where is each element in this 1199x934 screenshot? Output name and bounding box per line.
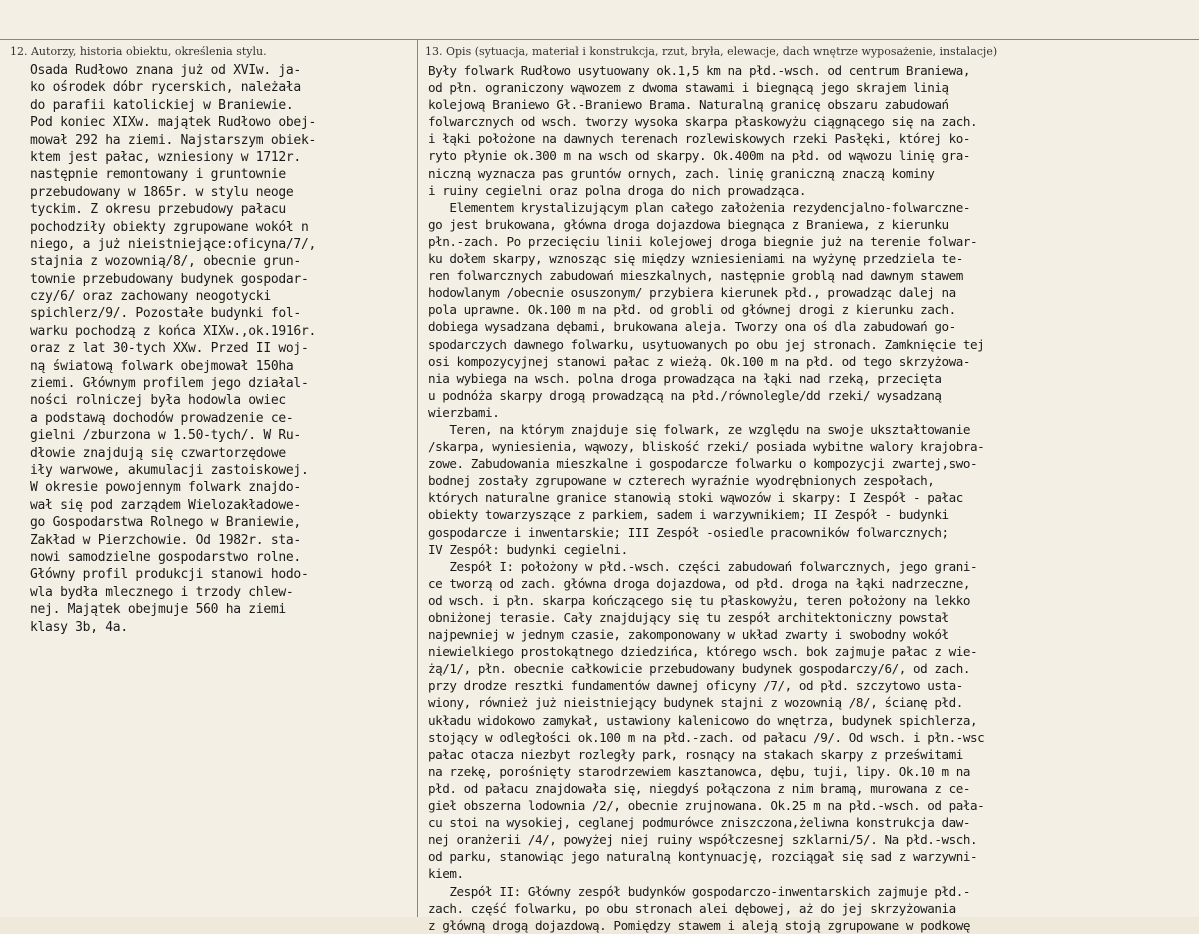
description-text-line: Teren, na którym znajduje się folwark, ze względu na swoje ukształtowanie bbox=[428, 421, 971, 437]
history-text-line: iły warwowe, akumulacji zastoiskowej. bbox=[30, 462, 309, 478]
history-text-line: ziemi. Głównym profilem jego działal- bbox=[30, 376, 309, 392]
description-text-line: których naturalne granice stanowią stoki wąwozów i skarpy: I Zespół - pałac bbox=[428, 490, 963, 506]
section-13-header: 13. Opis (sytuacja, materiał i konstrukcja, rzut, bryła, elewacje, dach wnętrze wyposażenie, instalacje) bbox=[425, 45, 998, 58]
description-text-line: gieł obszerna lodownia /2/, obecnie zrujnowana. Ok.25 m na płd.-wsch. od pała- bbox=[428, 798, 985, 814]
description-text-line: ce tworzą od zach. główna droga dojazdowa, od płd. droga na łąki nadrzeczne, bbox=[428, 575, 971, 591]
description-text-line: bodnej zostały zgrupowane w czterech wyraźnie wyodrębnionych zespołach, bbox=[428, 473, 935, 489]
description-text-line: od wsch. i płn. skarpa kończącego się tu płaskowyżu, teren położony na lekko bbox=[428, 592, 971, 608]
history-text-line: wla bydła mlecznego i trzody chlew- bbox=[30, 584, 294, 600]
description-text-line: ren folwarcznych zabudowań mieszkalnych, następnie groblą nad dawnym stawem bbox=[428, 268, 963, 284]
description-text-line: zowe. Zabudowania mieszkalne i gospodarcze folwarku o kompozycji zwartej,swo- bbox=[428, 456, 978, 472]
description-text-line: kiem. bbox=[428, 866, 464, 882]
description-text-line: u podnóża skarpy drogą prowadzącą na płd./równolegle/dd rzeki/ wysadzaną bbox=[428, 387, 942, 403]
description-text-line: od parku, stanowiąc jego naturalną kontynuację, rozciągał się sad z warzywni- bbox=[428, 849, 978, 865]
description-text-line: układu widokowo zamykał, ustawiony kalenicowo do wnętrza, budynek spichlerza, bbox=[428, 712, 978, 728]
history-text-line: spichlerz/9/. Pozostałe budynki fol- bbox=[30, 306, 301, 322]
history-text-line: nej. Majątek obejmuje 560 ha ziemi bbox=[30, 602, 286, 618]
description-text-line: płd. od pałacu znajdowała się, niegdyś połączona z nim bramą, murowana z ce- bbox=[428, 780, 971, 796]
history-text-line: oraz z lat 30-tych XXw. Przed II woj- bbox=[30, 341, 309, 357]
description-text-line: na rzekę, porośnięty starodrzewiem kasztanowca, dębu, tuji, lipy. Ok.10 m na bbox=[428, 763, 971, 779]
history-text-line: Zakład w Pierzchowie. Od 1982r. sta- bbox=[30, 532, 301, 548]
description-text-line: /skarpa, wyniesienia, wąwozy, bliskość rzeki/ posiada wybitne walory krajobra- bbox=[428, 439, 985, 455]
history-text-line: Pod koniec XIXw. majątek Rudłowo obej- bbox=[30, 115, 317, 131]
description-text-line: zach. część folwarku, po obu stronach alei dębowej, aż do jej skrzyżowania bbox=[428, 900, 956, 916]
history-text-line: pochodziły obiekty zgrupowane wokół n bbox=[30, 219, 309, 235]
description-text-line: wierzbami. bbox=[428, 404, 500, 420]
history-text-line: townie przebudowany budynek gospodar- bbox=[30, 271, 309, 287]
history-text-line: warku pochodzą z końca XIXw.,ok.1916r. bbox=[30, 323, 317, 339]
history-text-line: ną światową folwark obejmował 150ha bbox=[30, 358, 294, 374]
description-text-line: płn.-zach. Po przecięciu linii kolejowej droga biegnie już na terenie folwar- bbox=[428, 233, 978, 249]
description-text-line: Zespół I: położony w płd.-wsch. części zabudowań folwarcznych, jego grani- bbox=[428, 558, 978, 574]
description-text-line: od płn. ograniczony wąwozem z dwoma stawami i biegnącą jego skrajem linią bbox=[428, 80, 949, 96]
description-text-line: niewielkiego prostokątnego dziedzińca, którego wsch. bok zajmuje pałac z wie- bbox=[428, 644, 978, 660]
history-text-line: następnie remontowany i gruntownie bbox=[30, 167, 286, 183]
description-text-line: niczną wyznacza pas gruntów ornych, zach. linię graniczną znaczą kominy bbox=[428, 165, 935, 181]
description-text-line: obiekty towarzyszące z parkiem, sadem i warzywnikiem; II Zespół - budynki bbox=[428, 507, 949, 523]
description-text-line: hodowlanym /obecnie osuszonym/ przybiera kierunek płd., prowadząc dalej na bbox=[428, 285, 956, 301]
description-text-line: go jest brukowana, główna droga dojazdowa biegnąca z Braniewa, z kierunku bbox=[428, 216, 949, 232]
column-divider bbox=[417, 39, 418, 917]
header-divider bbox=[0, 39, 1199, 40]
description-text-column bbox=[428, 62, 1198, 934]
history-text-line: Osada Rudłowo znana już od XVIw. ja- bbox=[30, 63, 301, 78]
history-text-line: go Gospodarstwa Rolnego w Braniewie, bbox=[30, 515, 301, 531]
history-text-column bbox=[30, 62, 415, 636]
description-text-line: pola uprawne. Ok.100 m na płd. od grobli od głównej drogi z kierunku zach. bbox=[428, 302, 956, 318]
description-text-line: dobiega wysadzana dębami, brukowana aleja. Tworzy ona oś dla zabudowań go- bbox=[428, 319, 956, 335]
history-text-line: nowi samodzielne gospodarstwo rolne. bbox=[30, 549, 301, 565]
description-text-line: folwarcznych od wsch. tworzy wysoka skarpa płaskowyżu ciągnącego się na zach. bbox=[428, 114, 978, 130]
description-text-line: nia wybiega na wsch. polna droga prowadząca na łąki nad rzeką, przecięta bbox=[428, 370, 942, 386]
description-text-line: obniżonej terasie. Cały znajdujący się tu zespół architektoniczny powstał bbox=[428, 610, 949, 625]
description-text-line: gospodarcze i inwentarskie; III Zespół -osiedle pracowników folwarcznych; bbox=[428, 524, 949, 540]
description-text-line: i łąki położone na dawnych terenach rozlewiskowych rzeki Pasłęki, której ko- bbox=[428, 131, 971, 147]
history-text-line: ktem jest pałac, wzniesiony w 1712r. bbox=[30, 149, 301, 165]
description-text-line: cu stoi na wysokiej, ceglanej podmurówce zniszczona,żeliwna konstrukcja daw- bbox=[428, 815, 971, 831]
description-text-line: z główną drogą dojazdową. Pomiędzy stawem i aleją stoją zgrupowane w podkowę bbox=[428, 917, 971, 933]
history-text-line: a podstawą dochodów prowadzenie ce- bbox=[30, 410, 294, 426]
description-text-line: Były folwark Rudłowo usytuowany ok.1,5 km na płd.-wsch. od centrum Braniewa, bbox=[428, 63, 971, 78]
description-text-line: i ruiny cegielni oraz polna droga do nich prowadząca. bbox=[428, 182, 807, 198]
history-text-line: czy/6/ oraz zachowany neogotycki bbox=[30, 289, 271, 305]
section-12-header: 12. Autorzy, historia obiektu, określenia stylu. bbox=[10, 45, 267, 58]
history-text-line: klasy 3b, 4a. bbox=[30, 619, 128, 635]
description-text-line: ryto płynie ok.300 m na wsch od skarpy. Ok.400m na płd. od wąwozu linię gra- bbox=[428, 148, 971, 164]
history-text-line: ności rolniczej była hodowla owiec bbox=[30, 393, 286, 409]
description-text-line: IV Zespół: budynki cegielni. bbox=[428, 541, 628, 557]
description-text-line: pałac otacza niezbyt rozległy park, rosnący na stakach skarpy z prześwitami bbox=[428, 746, 963, 762]
history-text-line: niego, a już nieistniejące:oficyna/7/, bbox=[30, 236, 317, 252]
description-text-line: kolejową Braniewo Gł.-Braniewo Brama. Naturalną granicę obszaru zabudowań bbox=[428, 97, 949, 113]
history-text-line: ko ośrodek dóbr rycerskich, należała bbox=[30, 80, 301, 96]
description-text-line: Elementem krystalizującym plan całego założenia rezydencjalno-folwarczne- bbox=[428, 199, 971, 215]
description-text-line: spodarczych dawnego folwarku, usytuowanych po obu jej stronach. Zamknięcie tej bbox=[428, 336, 985, 352]
history-text-line: gielni /zburzona w 1.50-tych/. W Ru- bbox=[30, 428, 301, 444]
description-text-line: nej oranżerii /4/, powyżej niej ruiny współczesnej szklarni/5/. Na płd.-wsch. bbox=[428, 832, 978, 848]
history-text-line: stajnia z wozownią/8/, obecnie grun- bbox=[30, 254, 301, 270]
description-text-line: stojący w odległości ok.100 m na płd.-zach. od pałacu /9/. Od wsch. i płn.-wsc bbox=[428, 729, 985, 745]
history-text-line: W okresie powojennym folwark znajdo- bbox=[30, 480, 301, 496]
description-text-line: osi kompozycyjnej stanowi pałac z wieżą. Ok.100 m na płd. od tego skrzyżowa- bbox=[428, 353, 971, 369]
history-text-line: dłowie znajdują się czwartorzędowe bbox=[30, 445, 286, 461]
history-text-line: Główny profil produkcji stanowi hodo- bbox=[30, 567, 309, 583]
history-text-line: wał się pod zarządem Wielozakładowe- bbox=[30, 497, 301, 513]
description-text-line: wiony, również już nieistniejący budynek stajni z wozownią /8/, ścianę płd. bbox=[428, 695, 963, 711]
history-text-line: mował 292 ha ziemi. Najstarszym obiek- bbox=[30, 132, 317, 148]
description-text-line: przy drodze resztki fundamentów dawnej oficyny /7/, od płd. szczytowo usta- bbox=[428, 678, 963, 694]
description-text-line: najpewniej w jednym czasie, zakomponowany w układ zwarty i swobodny wokół bbox=[428, 627, 949, 643]
description-text-line: Zespół II: Główny zespół budynków gospodarczo-inwentarskich zajmuje płd.- bbox=[428, 883, 971, 899]
history-text-line: tyckim. Z okresu przebudowy pałacu bbox=[30, 202, 286, 218]
description-text-line: żą/1/, płn. obecnie całkowicie przebudowany budynek gospodarczy/6/, od zach. bbox=[428, 661, 971, 677]
history-text-line: przebudowany w 1865r. w stylu neoge bbox=[30, 184, 294, 200]
description-text-line: ku dołem skarpy, wznosząc się między wzniesieniami na wyżynę przedziela te- bbox=[428, 251, 963, 267]
history-text-line: do parafii katolickiej w Braniewie. bbox=[30, 97, 294, 113]
